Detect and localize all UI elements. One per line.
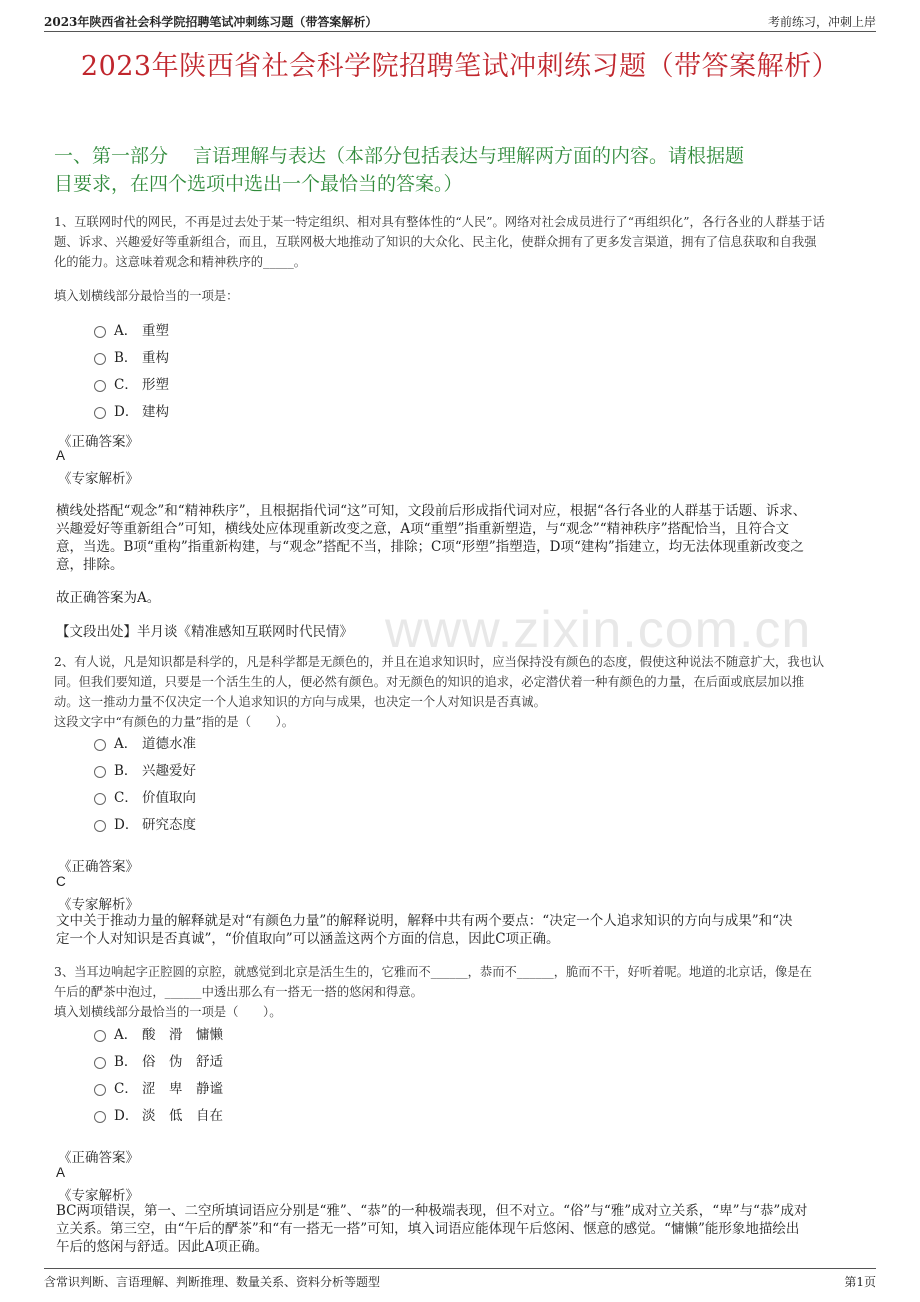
option-text: 价值取向 [142,790,196,806]
stem-line: 3、当耳边响起字正腔圆的京腔，就感觉到北京是活生生的，它雅而不______，恭而不______，脆而不干，好听着呢。地道的北京话，像是在 [54,965,812,979]
explanation-line: 横线处搭配“观念”和“精神秩序”，且根据指代词“这”可知，文段前后形成指代词对应，根据“各行各业的人群基于话题、诉求、 [56,503,807,519]
explanation-line: 意，排除。 [56,557,124,573]
option-text: 重构 [142,350,169,366]
explanation-line: 兴趣爱好等重新组合”可知，横线处应体现重新改变之意，A项“重塑”指重新塑造，与“观念”“精神秩序”搭配恰当，且符合文 [56,521,790,537]
option-letter: D． [114,1108,139,1124]
radio-button-icon[interactable] [94,1111,106,1123]
question-2-explanation [56,912,856,948]
page-number: 第1页 [844,1275,876,1289]
radio-button-icon[interactable] [94,820,106,832]
option-letter: B． [114,1054,138,1070]
explanation-line: 立关系。第三空，由“午后的酽茶”和“有一搭无一搭”可知，填入词语应能体现午后悠闲、惬意的感觉。“慵懒”能形象地描绘出 [56,1221,800,1237]
stem-line: 午后的酽茶中泡过，______中透出那么有一搭无一搭的悠闲和得意。 [54,985,423,999]
explanation-line: 意，当选。B项“重构”指重新构建，与“观念”搭配不当，排除；C项“形塑”指塑造，D项“建构”指建立，均无法体现重新改变之 [56,539,804,555]
explanation-line: 定一个人对知识是否真诚”，“价值取向”可以涵盖这两个方面的信息，因此C项正确。 [56,931,560,947]
radio-button-icon[interactable] [94,739,106,751]
question-1-answer: A [56,448,66,463]
correct-answer-label: 《正确答案》 [58,434,139,450]
expert-analysis-label: 《专家解析》 [58,897,139,913]
option-text: 重塑 [142,323,169,339]
question-3-option-d[interactable] [94,1105,223,1123]
stem-line: 动。这一推动力量不仅决定一个人追求知识的方向与成果，也决定一个人对知识是否真诚。 [54,695,546,709]
watermark: www.zixin.com.cn [385,601,812,659]
expert-analysis-label: 《专家解析》 [58,471,139,487]
option-letter: C． [114,1081,138,1097]
option-letter: D． [114,817,139,833]
option-letter: B． [114,763,138,779]
question-3-stem [54,962,866,1002]
radio-button-icon[interactable] [94,1057,106,1069]
correct-answer-label: 《正确答案》 [58,859,139,875]
option-text: 研究态度 [142,817,196,833]
header-doc-name: 2023年陕西省社会科学院招聘笔试冲刺练习题（带答案解析） [44,15,378,29]
question-2-stem [54,652,866,712]
question-3-explanation [56,1202,856,1256]
question-3-option-b[interactable] [94,1051,223,1069]
option-letter: C． [114,377,138,393]
option-letter: A． [114,736,138,752]
option-text: 涩 卑 静谧 [142,1081,223,1097]
stem-line: 化的能力。这意味着观念和精神秩序的_____。 [54,255,307,269]
question-1-source: 【文段出处】半月谈《精准感知互联网时代民情》 [56,624,353,640]
question-2-option-a[interactable] [94,733,196,751]
option-letter: D． [114,404,139,420]
stem-line: 题、诉求、兴趣爱好等重新组合，而且，互联网极大地推动了知识的大众化、民主化，使群众拥有了更多发言渠道，拥有了信息获取和自我强 [54,235,817,249]
document-title: 2023年陕西省社会科学院招聘笔试冲刺练习题（带答案解析） [80,51,840,82]
section-heading-line-1: 一、第一部分 言语理解与表达（本部分包括表达与理解两方面的内容。请根据题 [54,145,745,167]
explanation-line: 午后的悠闲与舒适。因此A项正确。 [56,1239,269,1255]
question-2-option-d[interactable] [94,814,196,832]
footer-topics: 含常识判断、言语理解、判断推理、数量关系、资料分析等题型 [44,1275,381,1289]
option-text: 形塑 [142,377,169,393]
question-3-prompt: 填入划横线部分最恰当的一项是（ ）。 [54,1005,282,1019]
option-letter: A． [114,1027,138,1043]
radio-button-icon[interactable] [94,407,106,419]
option-letter: C． [114,790,138,806]
correct-answer-label: 《正确答案》 [58,1150,139,1166]
radio-button-icon[interactable] [94,1030,106,1042]
stem-line: 1、互联网时代的网民，不再是过去处于某一特定组织、相对具有整体性的“人民”。网络对社会成员进行了“再组织化”，各行各业的人群基于话 [54,215,825,229]
option-letter: B． [114,350,138,366]
radio-button-icon[interactable] [94,326,106,338]
option-letter: A． [114,323,138,339]
section-heading [54,142,866,198]
option-text: 淡 低 自在 [142,1108,223,1124]
question-1-option-c[interactable] [94,374,169,392]
option-text: 建构 [142,404,169,420]
question-1-option-a[interactable] [94,320,169,338]
option-text: 兴趣爱好 [142,763,196,779]
option-text: 道德水准 [142,736,196,752]
expert-analysis-label: 《专家解析》 [58,1188,139,1204]
explanation-line: 文中关于推动力量的解释就是对“有颜色力量”的解释说明，解释中共有两个要点：“决定一个人追求知识的方向与成果”和“决 [56,913,793,929]
question-1-stem [54,212,866,272]
question-1-explanation [56,502,856,574]
question-1-option-b[interactable] [94,347,169,365]
option-text: 俗 伪 舒适 [142,1054,223,1070]
question-3-option-a[interactable] [94,1024,223,1042]
explanation-line: BC两项错误，第一、二空所填词语应分别是“雅”、“恭”的一种极端表现，但不对立。“俗”与“雅”成对立关系，“卑”与“恭”成对 [56,1203,808,1219]
radio-button-icon[interactable] [94,793,106,805]
option-text: 酸 滑 慵懒 [142,1027,223,1043]
question-2-prompt: 这段文字中“有颜色的力量”指的是（ ）。 [54,715,295,729]
running-footer [44,1268,876,1292]
radio-button-icon[interactable] [94,353,106,365]
radio-button-icon[interactable] [94,1084,106,1096]
question-1-prompt: 填入划横线部分最恰当的一项是： [54,289,239,303]
section-heading-line-2: 目要求，在四个选项中选出一个最恰当的答案。） [54,173,463,195]
question-1-conclusion: 故正确答案为A。 [56,590,161,606]
question-3-answer: A [56,1165,66,1180]
radio-button-icon[interactable] [94,766,106,778]
question-2-option-c[interactable] [94,787,196,805]
radio-button-icon[interactable] [94,380,106,392]
question-1-option-d[interactable] [94,401,169,419]
running-header [44,10,876,32]
question-3-option-c[interactable] [94,1078,223,1096]
question-2-option-b[interactable] [94,760,196,778]
stem-line: 同。但我们要知道，只要是一个活生生的人，便必然有颜色。对无颜色的知识的追求，必定潜伏着一种有颜色的力量，在后面或底层加以推 [54,675,805,689]
header-slogan: 考前练习，冲刺上岸 [767,15,876,29]
question-2-answer: C [56,874,66,889]
stem-line: 2、有人说，凡是知识都是科学的，凡是科学都是无颜色的，并且在追求知识时，应当保持没有颜色的态度，假使这种说法不随意扩大，我也认 [54,655,825,669]
